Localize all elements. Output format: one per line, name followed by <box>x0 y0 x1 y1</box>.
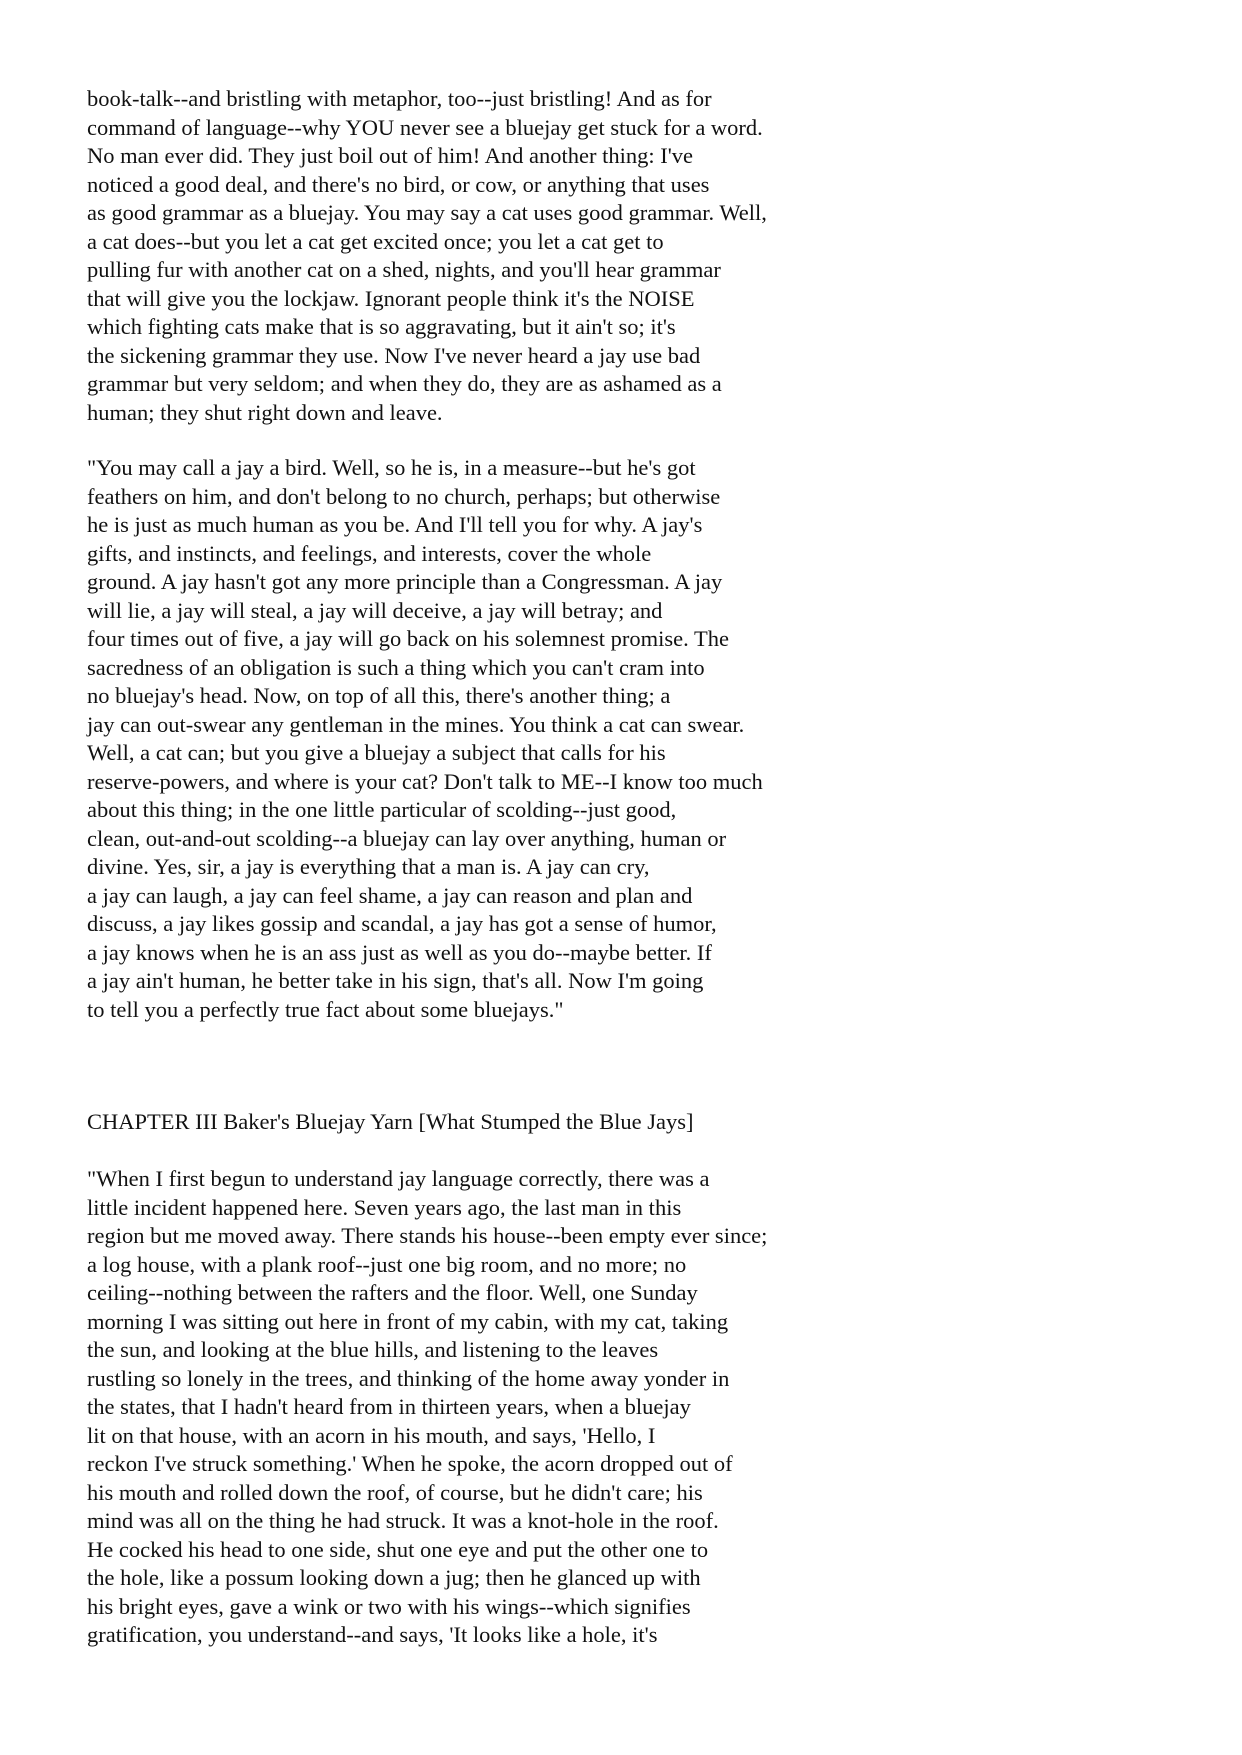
body-paragraph: "When I first begun to understand jay language correctly, there was a little incident happened here. Seven years ago, the last man in this region but me moved away. There stands his house--been empty ever since; a log house, with a plank roof--just one big room, and no more; no ceiling--nothing between the rafters and the floor. Well, one Sunday morning I was sitting out here in front of my cabin, with my cat, taking the sun, and looking at the blue hills, and listening to the leaves rustling so lonely in the trees, and thinking of the home away yonder in the states, that I hadn't heard from in thirteen years, when a bluejay lit on that house, with an acorn in his mouth, and says, 'Hello, I reckon I've struck something.' When he spoke, the acorn dropped out of his mouth and rolled down the roof, of course, but he didn't care; his mind was all on the thing he had struck. It was a knot-hole in the roof. He cocked his head to one side, shut one eye and put the other one to the hole, like a possum looking down a jug; then he glanced up with his bright eyes, gave a wink or two with his wings--which signifies gratification, you understand--and says, 'It looks like a hole, it's <box>87 1166 768 1647</box>
body-paragraph: "You may call a jay a bird. Well, so he is, in a measure--but he's got feathers on him, and don't belong to no church, perhaps; but otherwise he is just as much human as you be. And I'll tell you for why. A jay's gifts, and instincts, and feelings, and interests, cover the whole ground. A jay hasn't got any more principle than a Congressman. A jay will lie, a jay will steal, a jay will deceive, a jay will betray; and four times out of five, a jay will go back on his solemnest promise. The sacredness of an obligation is such a thing which you can't cram into no bluejay's head. Now, on top of all this, there's another thing; a jay can out-swear any gentleman in the mines. You think a cat can swear. Well, a cat can; but you give a bluejay a subject that calls for his reserve-powers, and where is your cat? Don't talk to ME--I know too much about this thing; in the one little particular of scolding--just good, clean, out-and-out scolding--a bluejay can lay over anything, human or divine. Yes, sir, a jay is everything that a man is. A jay can cry, a jay can laugh, a jay can feel shame, a jay can reason and plan and discuss, a jay likes gossip and scandal, a jay has got a sense of humor, a jay knows when he is an ass just as well as you do--maybe better. If a jay ain't human, he better take in his sign, that's all. Now I'm going to tell you a perfectly true fact about some bluejays." <box>87 455 763 1022</box>
body-paragraph: book-talk--and bristling with metaphor, too--just bristling! And as for command of language--why YOU never see a bluejay get stuck for a word. No man ever did. They just boil out of him! And another thing: I've noticed a good deal, and there's no bird, or cow, or anything that uses as good grammar as a bluejay. You may say a cat uses good grammar. Well, a cat does--but you let a cat get excited once; you let a cat get to pulling fur with another cat on a shed, nights, and you'll hear grammar that will give you the lockjaw. Ignorant people think it's the NOISE which fighting cats make that is so aggravating, but it ain't so; it's the sickening grammar they use. Now I've never heard a jay use bad grammar but very seldom; and when they do, they are as ashamed as a human; they shut right down and leave. <box>87 86 767 425</box>
chapter-heading: CHAPTER III Baker's Bluejay Yarn [What Stumped the Blue Jays] <box>87 1109 694 1134</box>
